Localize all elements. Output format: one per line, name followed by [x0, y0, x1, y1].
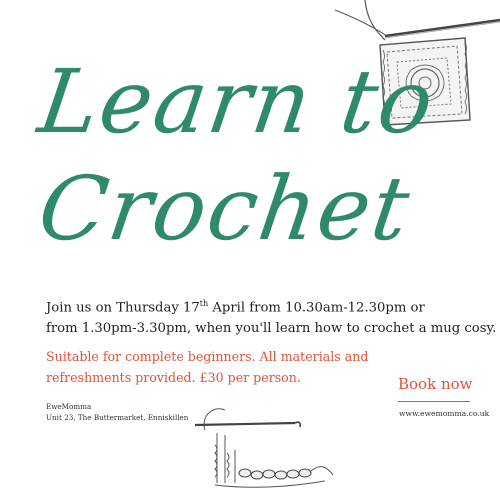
intro-line-2: from 1.30pm-3.30pm, when you'll learn how to crochet a mug cosy. [46, 321, 497, 337]
crochet-chain-illustration [195, 405, 335, 500]
title-line-2: Crochet [32, 157, 418, 260]
details-line-2: refreshments provided. £30 per person. [46, 370, 301, 385]
title-line-1: Learn to [32, 50, 442, 153]
book-now-divider [398, 401, 470, 402]
details-line-1: Suitable for complete beginners. All materials and [46, 349, 369, 364]
address-block [46, 401, 188, 423]
intro-text [46, 293, 496, 339]
intro-line-1-end: April from 10.30am-12.30pm or [208, 300, 425, 316]
book-now-link[interactable]: Book now [398, 375, 473, 393]
intro-date-suffix: th [199, 299, 209, 308]
business-address: Unit 23, The Buttermarket, Enniskillen [46, 413, 189, 422]
intro-line-1 [46, 293, 496, 318]
details-text [46, 346, 368, 388]
website-link[interactable]: www.ewemomma.co.uk [399, 409, 490, 418]
business-name: EweMomma [46, 402, 92, 411]
intro-line-1-start: Join us on Thursday 17 [46, 300, 200, 316]
